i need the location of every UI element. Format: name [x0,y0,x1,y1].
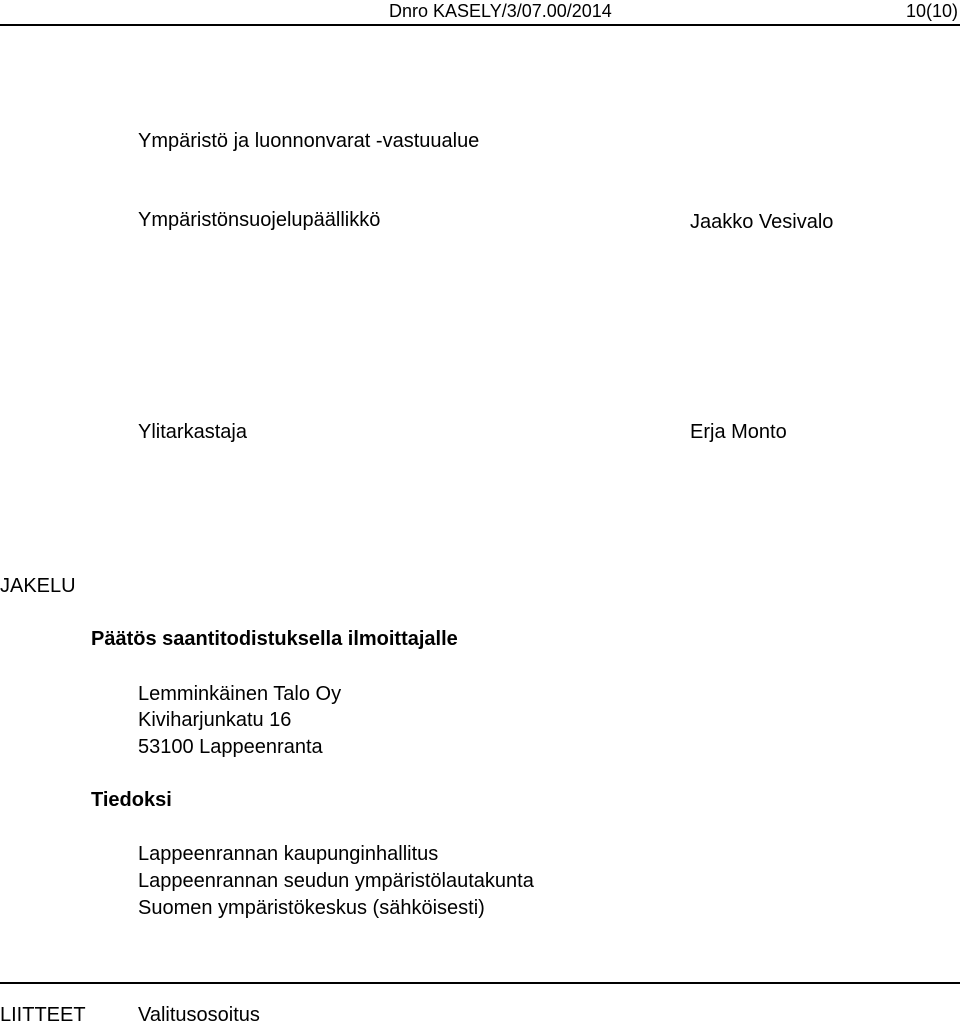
responsibility-unit: Ympäristö ja luonnonvarat -vastuualue [138,130,480,152]
attachments-value: Valitusosoitus [138,1004,260,1026]
attachments-rule [0,982,960,984]
recipient-line: Kiviharjunkatu 16 [138,709,292,731]
info-recipient-line: Lappeenrannan seudun ympäristölautakunta [138,870,534,892]
signer-name-1: Jaakko Vesivalo [690,211,834,233]
signer-name-2: Erja Monto [690,421,787,443]
attachments-label: LIITTEET [0,1004,86,1026]
decision-label: Päätös saantitodistuksella ilmoittajalle [91,628,458,650]
distribution-heading: JAKELU [0,575,76,597]
info-recipient-line: Lappeenrannan kaupunginhallitus [138,843,439,865]
signer-title-1: Ympäristönsuojelupäällikkö [138,209,381,231]
recipient-line: Lemminkäinen Talo Oy [138,683,342,705]
document-number: Dnro KASELY/3/07.00/2014 [389,1,612,21]
info-recipient-line: Suomen ympäristökeskus (sähköisesti) [138,897,485,919]
header-rule [0,24,960,26]
signer-title-2: Ylitarkastaja [138,421,247,443]
recipient-line: 53100 Lappeenranta [138,736,323,758]
info-label: Tiedoksi [91,789,172,811]
page-number: 10(10) [906,1,959,21]
